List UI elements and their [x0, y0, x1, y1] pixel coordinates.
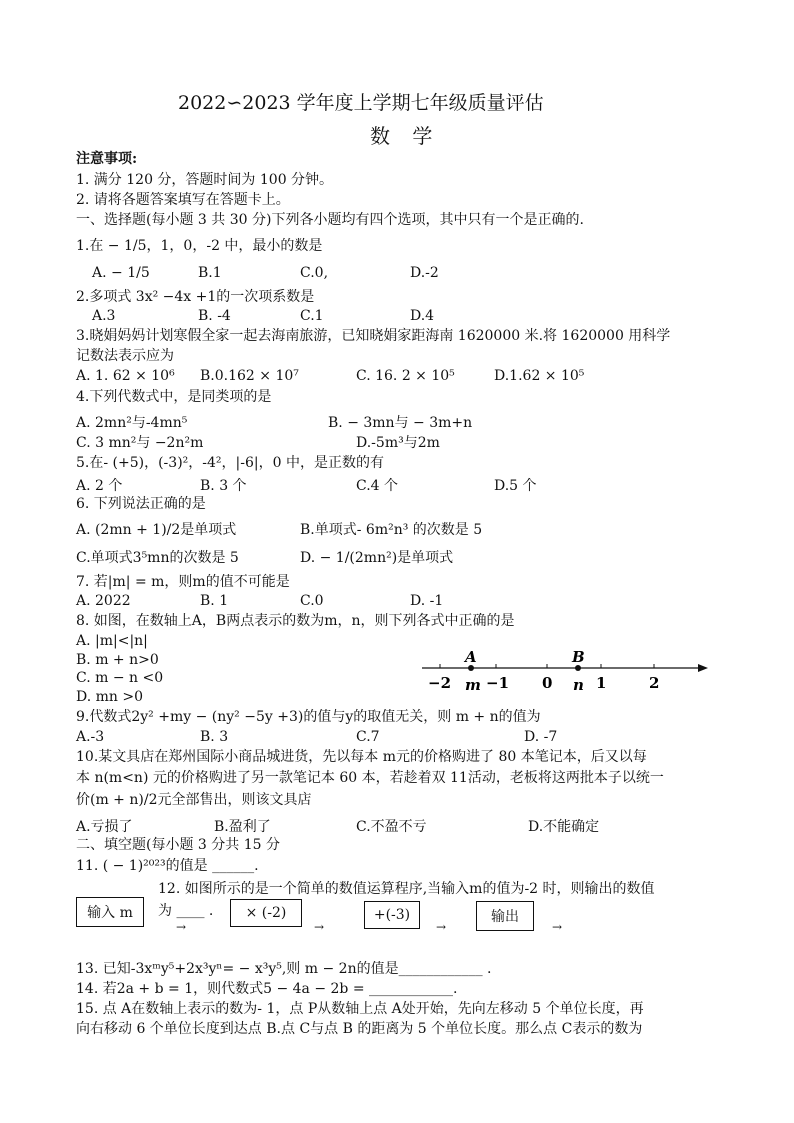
- q4-option-d: D.-5m³与2m: [356, 435, 440, 451]
- note-2: 2. 请将各题答案填写在答题卡上。: [76, 192, 290, 208]
- q1-option-c: C.0,: [300, 265, 329, 281]
- notes-heading: 注意事项:: [76, 151, 138, 167]
- q3-option-c: C. 16. 2 × 10⁵: [356, 368, 455, 384]
- q8-option-a: A. |m|<|n|: [76, 633, 148, 649]
- section2-heading: 二、填空题(每小题 3 分共 15 分: [76, 837, 280, 853]
- q10-stem-3: 价(m + n)/2元全部售出，则该文具店: [76, 792, 312, 808]
- q10-option-d: D.不能确定: [528, 819, 600, 835]
- q3-option-b: B.0.162 × 10⁷: [200, 368, 299, 384]
- q4-option-a: A. 2mn²与-4mn⁵: [76, 415, 188, 431]
- label-b: B: [572, 648, 585, 666]
- q5-option-a: A. 2 个: [76, 478, 123, 494]
- q9-stem: 9.代数式2y² +my − (ny² −5y +3)的值与y的取值无关，则 m + n的值为: [76, 709, 541, 725]
- q4-option-b: B. − 3mn与 − 3m+n: [328, 415, 473, 431]
- q12-text-2: 为 ____ .: [158, 903, 214, 919]
- q2-option-d: D.4: [410, 308, 435, 324]
- q9-option-a: A.-3: [76, 729, 105, 745]
- q11-text: 11. ( − 1)²⁰²³的值是 ______.: [76, 858, 259, 874]
- q7-option-c: C.0: [300, 593, 324, 609]
- q10-option-a: A.亏损了: [76, 819, 133, 835]
- q7-option-b: B. 1: [200, 593, 229, 609]
- q5-stem: 5.在- (+5)，(-3)²，-4²，|-6|，0 中，是正数的有: [76, 455, 384, 471]
- q12-text-1: 12. 如图所示的是一个简单的数值运算程序,当输入m的值为-2 时，则输出的数值: [158, 881, 655, 897]
- q9-option-b: B. 3: [200, 729, 229, 745]
- q8-stem: 8. 如图，在数轴上A，B两点表示的数为m，n，则下列各式中正确的是: [76, 613, 515, 629]
- number-line-arrow: [698, 664, 708, 672]
- tick-label-1: 1: [596, 674, 607, 692]
- q10-stem-1: 10.某文具店在郑州国际小商品城进货，先以每本 m元的价格购进了 80 本笔记本，后又以每: [76, 749, 647, 765]
- q8-option-c: C. m − n <0: [76, 670, 164, 686]
- q4-option-c: C. 3 mn²与 −2n²m: [76, 435, 204, 451]
- q4-stem: 4.下列代数式中，是同类项的是: [76, 389, 272, 405]
- tick-label-minus-1: −1: [486, 674, 510, 692]
- q6-option-c: C.单项式3⁵mn的次数是 5: [76, 550, 239, 566]
- page-title: 2022∽2023 学年度上学期七年级质量评估: [178, 92, 544, 114]
- note-1: 1. 满分 120 分，答题时间为 100 分钟。: [76, 172, 334, 188]
- q10-option-c: C.不盈不亏: [356, 819, 427, 835]
- tick-label-minus-2: −2: [428, 674, 452, 692]
- flow-input-box: 输入 m: [76, 897, 144, 927]
- q10-stem-2: 本 n(m<n) 元的价格购进了另一款笔记本 60 本，若趁着双 11活动，老板将这两批本子以统一: [76, 770, 664, 786]
- q1-stem: 1.在 − 1/5，1，0，-2 中，最小的数是: [76, 238, 323, 254]
- q1-option-b: B.1: [198, 265, 222, 281]
- q2-option-b: B. -4: [198, 308, 231, 324]
- flow-add-box: +(-3): [364, 901, 420, 929]
- tick-label-0: 0: [542, 674, 553, 692]
- flow-arrow-3: →: [436, 920, 447, 934]
- q7-option-d: D. -1: [410, 593, 444, 609]
- q5-option-b: B. 3 个: [200, 478, 247, 494]
- q9-option-d: D. -7: [524, 729, 558, 745]
- q2-option-a: A.3: [92, 308, 116, 324]
- q1-option-d: D.-2: [410, 265, 439, 281]
- q5-option-c: C.4 个: [356, 478, 399, 494]
- q2-stem: 2.多项式 3x² −4x +1的一次项系数是: [76, 289, 315, 305]
- flow-arrow-4: →: [552, 920, 563, 934]
- q5-option-d: D.5 个: [494, 478, 537, 494]
- flow-multiply-box: × (-2): [230, 899, 302, 927]
- q1-option-a: A. − 1/5: [92, 265, 150, 281]
- q8-option-b: B. m + n>0: [76, 652, 159, 668]
- q15-text-1: 15. 点 A在数轴上表示的数为- 1，点 P从数轴上点 A处开始，先向左移动 5 个单位长度，再: [76, 1001, 644, 1017]
- q2-option-c: C.1: [300, 308, 324, 324]
- q3-option-d: D.1.62 × 10⁵: [494, 368, 585, 384]
- q8-option-d: D. mn >0: [76, 689, 144, 705]
- q3-option-a: A. 1. 62 × 10⁶: [76, 368, 175, 384]
- tick-label-2: 2: [649, 674, 660, 692]
- subject-title: 数 学: [370, 124, 441, 148]
- q13-text: 13. 已知-3xᵐy⁵+2x³yⁿ= − x³y⁵,则 m − 2n的值是____________ .: [76, 961, 492, 977]
- q14-text: 14. 若2a + b = 1，则代数式5 − 4a − 2b = ____________.: [76, 981, 458, 997]
- q6-option-d: D. − 1/(2mn²)是单项式: [300, 550, 454, 566]
- label-a: A: [465, 648, 477, 666]
- q3-stem-1: 3.晓娟妈妈计划寒假全家一起去海南旅游，已知晓娟家距海南 1620000 米.将 1620000 用科学: [76, 328, 671, 344]
- q3-stem-2: 记数法表示应为: [76, 348, 174, 364]
- flow-output-box: 输出: [476, 901, 534, 931]
- section1-heading: 一、选择题(每小题 3 共 30 分)下列各小题均有四个选项，其中只有一个是正确的.: [76, 212, 584, 228]
- flow-arrow-1: →: [176, 920, 187, 934]
- label-m: m: [465, 676, 481, 694]
- label-n: n: [573, 676, 584, 694]
- q7-stem: 7. 若|m| = m，则m的值不可能是: [76, 574, 290, 590]
- q6-option-b: B.单项式- 6m²n³ 的次数是 5: [300, 522, 483, 538]
- q6-stem: 6. 下列说法正确的是: [76, 496, 206, 512]
- q6-option-a: A. (2mn + 1)/2是单项式: [76, 522, 237, 538]
- q9-option-c: C.7: [356, 729, 380, 745]
- q10-option-b: B.盈利了: [214, 819, 271, 835]
- flow-arrow-2: →: [314, 920, 325, 934]
- q15-text-2: 向右移动 6 个单位长度到达点 B.点 C与点 B 的距离为 5 个单位长度。那么点 C表示的数为: [76, 1021, 643, 1037]
- q7-option-a: A. 2022: [76, 593, 131, 609]
- number-line-figure: [418, 646, 714, 694]
